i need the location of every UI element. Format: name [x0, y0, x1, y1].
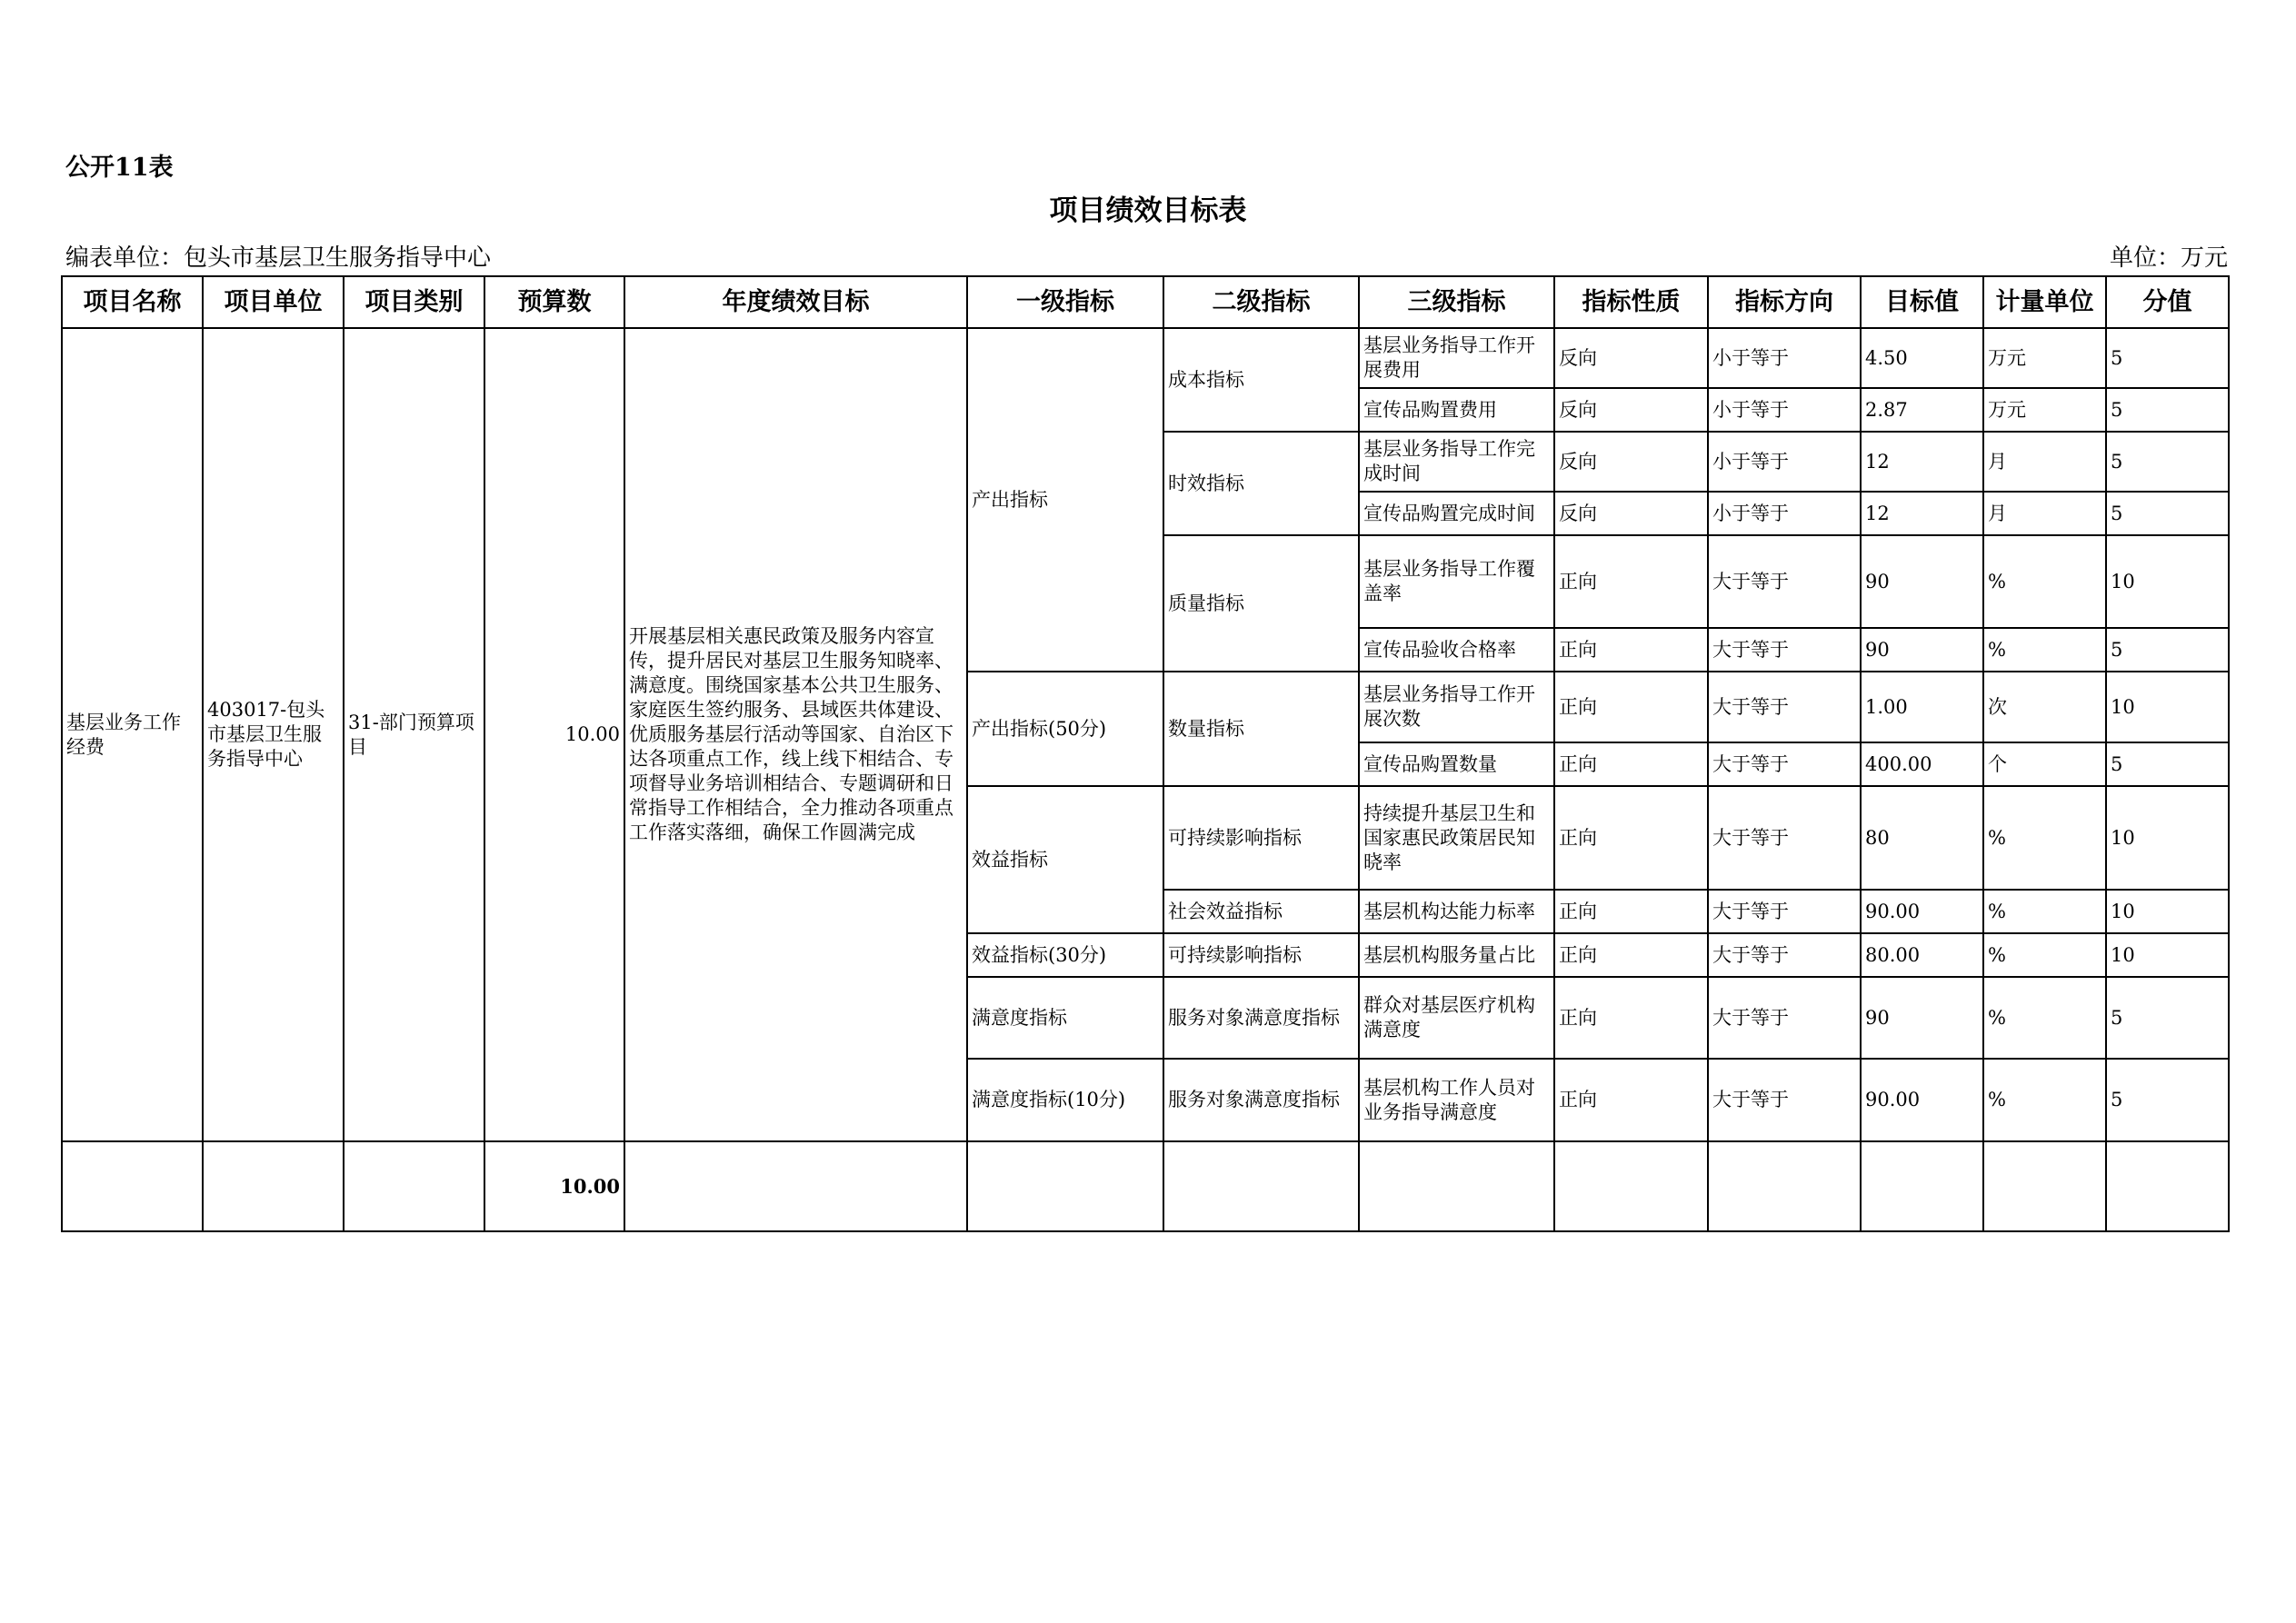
level3-cell: 基层业务指导工作开展费用: [1359, 328, 1554, 388]
nature-cell: 正向: [1554, 786, 1708, 890]
score-cell: 5: [2106, 977, 2229, 1059]
organization-label: 编表单位：包头市基层卫生服务指导中心: [65, 244, 492, 272]
nature-cell: 反向: [1554, 432, 1708, 492]
target-cell: 2.87: [1861, 388, 1983, 432]
measure-unit-cell: %: [1983, 977, 2106, 1059]
level1-cell: 效益指标(30分): [967, 933, 1163, 977]
level3-cell: 宣传品购置费用: [1359, 388, 1554, 432]
project-name-cell: 基层业务工作经费: [62, 328, 203, 1141]
col-header-score: 分值: [2106, 276, 2229, 328]
level1-cell: 产出指标: [967, 328, 1163, 672]
score-cell: 10: [2106, 535, 2229, 628]
col-header-level3: 三级指标: [1359, 276, 1554, 328]
target-cell: 90.00: [1861, 1059, 1983, 1141]
nature-cell: 正向: [1554, 628, 1708, 672]
col-header-nature: 指标性质: [1554, 276, 1708, 328]
measure-unit-cell: 次: [1983, 672, 2106, 742]
empty-cell: [967, 1141, 1163, 1231]
score-cell: 5: [2106, 628, 2229, 672]
empty-cell: [1983, 1141, 2106, 1231]
empty-cell: [62, 1141, 203, 1231]
total-row: [62, 1141, 2229, 1231]
level2-cell: 时效指标: [1163, 432, 1359, 535]
level3-cell: 基层业务指导工作完成时间: [1359, 432, 1554, 492]
score-cell: 5: [2106, 742, 2229, 786]
target-cell: 90: [1861, 977, 1983, 1059]
level1-cell: 效益指标: [967, 786, 1163, 933]
direction-cell: 大于等于: [1708, 933, 1861, 977]
level2-cell: 可持续影响指标: [1163, 786, 1359, 890]
empty-cell: [1861, 1141, 1983, 1231]
direction-cell: 小于等于: [1708, 492, 1861, 535]
measure-unit-cell: %: [1983, 535, 2106, 628]
score-cell: 5: [2106, 432, 2229, 492]
col-header-project-name: 项目名称: [62, 276, 203, 328]
level2-cell: 成本指标: [1163, 328, 1359, 432]
target-cell: 4.50: [1861, 328, 1983, 388]
level2-cell: 社会效益指标: [1163, 890, 1359, 933]
target-cell: 1.00: [1861, 672, 1983, 742]
col-header-annual-goal: 年度绩效目标: [624, 276, 967, 328]
nature-cell: 反向: [1554, 328, 1708, 388]
level2-cell: 数量指标: [1163, 672, 1359, 786]
empty-cell: [624, 1141, 967, 1231]
target-cell: 90: [1861, 628, 1983, 672]
nature-cell: 正向: [1554, 535, 1708, 628]
nature-cell: 正向: [1554, 1059, 1708, 1141]
empty-cell: [1708, 1141, 1861, 1231]
form-tag: 公开11表: [65, 154, 174, 182]
level3-cell: 基层业务指导工作覆盖率: [1359, 535, 1554, 628]
level2-cell: 服务对象满意度指标: [1163, 1059, 1359, 1141]
score-cell: 10: [2106, 672, 2229, 742]
score-cell: 5: [2106, 328, 2229, 388]
performance-target-table: [61, 275, 2230, 1232]
measure-unit-cell: %: [1983, 890, 2106, 933]
target-cell: 90.00: [1861, 890, 1983, 933]
project-category-cell: 31-部门预算项目: [344, 328, 484, 1141]
budget-cell: 10.00: [484, 328, 624, 1141]
nature-cell: 正向: [1554, 933, 1708, 977]
target-cell: 12: [1861, 432, 1983, 492]
measure-unit-cell: %: [1983, 786, 2106, 890]
level3-cell: 群众对基层医疗机构满意度: [1359, 977, 1554, 1059]
score-cell: 5: [2106, 492, 2229, 535]
target-cell: 400.00: [1861, 742, 1983, 786]
score-cell: 10: [2106, 786, 2229, 890]
level2-cell: 可持续影响指标: [1163, 933, 1359, 977]
empty-cell: [344, 1141, 484, 1231]
target-cell: 90: [1861, 535, 1983, 628]
page-title: 项目绩效目标表: [1049, 194, 1247, 227]
project-unit-cell: 403017-包头市基层卫生服务指导中心: [203, 328, 344, 1141]
measure-unit-cell: 月: [1983, 432, 2106, 492]
score-cell: 5: [2106, 388, 2229, 432]
direction-cell: 大于等于: [1708, 535, 1861, 628]
col-header-level2: 二级指标: [1163, 276, 1359, 328]
direction-cell: 大于等于: [1708, 890, 1861, 933]
direction-cell: 大于等于: [1708, 1059, 1861, 1141]
level1-cell: 满意度指标: [967, 977, 1163, 1059]
table-row: [62, 328, 2229, 388]
nature-cell: 正向: [1554, 742, 1708, 786]
empty-cell: [1163, 1141, 1359, 1231]
score-cell: 5: [2106, 1059, 2229, 1141]
col-header-project-category: 项目类别: [344, 276, 484, 328]
level3-cell: 宣传品验收合格率: [1359, 628, 1554, 672]
score-cell: 10: [2106, 933, 2229, 977]
nature-cell: 反向: [1554, 388, 1708, 432]
level2-cell: 服务对象满意度指标: [1163, 977, 1359, 1059]
col-header-budget: 预算数: [484, 276, 624, 328]
direction-cell: 小于等于: [1708, 388, 1861, 432]
col-header-target: 目标值: [1861, 276, 1983, 328]
direction-cell: 大于等于: [1708, 742, 1861, 786]
nature-cell: 正向: [1554, 977, 1708, 1059]
nature-cell: 正向: [1554, 672, 1708, 742]
unit-label: 单位：万元: [2109, 244, 2228, 272]
empty-cell: [2106, 1141, 2229, 1231]
col-header-level1: 一级指标: [967, 276, 1163, 328]
col-header-direction: 指标方向: [1708, 276, 1861, 328]
direction-cell: 大于等于: [1708, 672, 1861, 742]
level3-cell: 宣传品购置数量: [1359, 742, 1554, 786]
empty-cell: [203, 1141, 344, 1231]
target-cell: 80.00: [1861, 933, 1983, 977]
level2-cell: 质量指标: [1163, 535, 1359, 672]
measure-unit-cell: 万元: [1983, 328, 2106, 388]
measure-unit-cell: %: [1983, 933, 2106, 977]
col-header-project-unit: 项目单位: [203, 276, 344, 328]
col-header-measure-unit: 计量单位: [1983, 276, 2106, 328]
nature-cell: 反向: [1554, 492, 1708, 535]
level3-cell: 持续提升基层卫生和国家惠民政策居民知晓率: [1359, 786, 1554, 890]
score-cell: 10: [2106, 890, 2229, 933]
total-budget-cell: 10.00: [484, 1141, 624, 1231]
annual-goal-cell: 开展基层相关惠民政策及服务内容宣传，提升居民对基层卫生服务知晓率、满意度。围绕国家基本公共卫生服务、家庭医生签约服务、县域医共体建设、优质服务基层行活动等国家、自治区下达各项重点工作，线上线下相结合、专项督导业务培训相结合、专题调研和日常指导工作相结合，全力推动各项重点工作落实落细，确保工作圆满完成: [624, 328, 967, 1141]
level3-cell: 基层机构达能力标率: [1359, 890, 1554, 933]
measure-unit-cell: 个: [1983, 742, 2106, 786]
direction-cell: 大于等于: [1708, 977, 1861, 1059]
target-cell: 12: [1861, 492, 1983, 535]
direction-cell: 大于等于: [1708, 786, 1861, 890]
measure-unit-cell: %: [1983, 628, 2106, 672]
level3-cell: 基层业务指导工作开展次数: [1359, 672, 1554, 742]
level3-cell: 宣传品购置完成时间: [1359, 492, 1554, 535]
measure-unit-cell: %: [1983, 1059, 2106, 1141]
level3-cell: 基层机构服务量占比: [1359, 933, 1554, 977]
level1-cell: 产出指标(50分): [967, 672, 1163, 786]
direction-cell: 小于等于: [1708, 328, 1861, 388]
direction-cell: 大于等于: [1708, 628, 1861, 672]
measure-unit-cell: 月: [1983, 492, 2106, 535]
empty-cell: [1554, 1141, 1708, 1231]
level3-cell: 基层机构工作人员对业务指导满意度: [1359, 1059, 1554, 1141]
empty-cell: [1359, 1141, 1554, 1231]
header-row: [62, 276, 2229, 328]
direction-cell: 小于等于: [1708, 432, 1861, 492]
measure-unit-cell: 万元: [1983, 388, 2106, 432]
level1-cell: 满意度指标(10分): [967, 1059, 1163, 1141]
target-cell: 80: [1861, 786, 1983, 890]
nature-cell: 正向: [1554, 890, 1708, 933]
